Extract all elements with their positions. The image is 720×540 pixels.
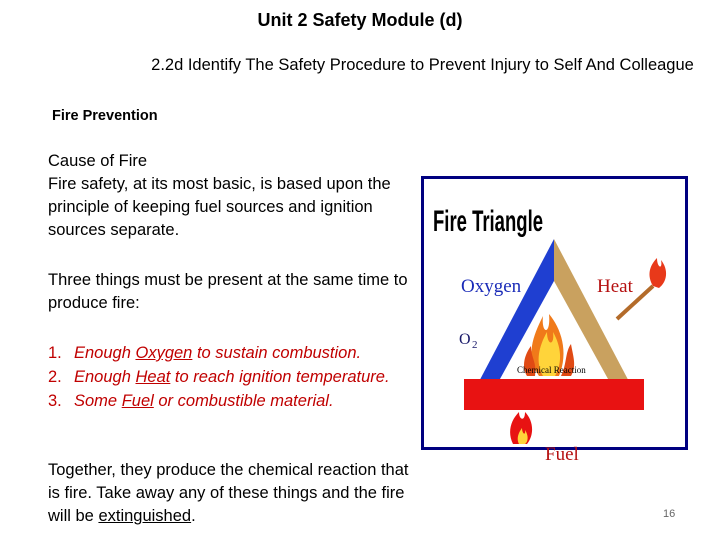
slide-subtitle: 2.2d Identify The Safety Procedure to Prevent Injury to Self And Colleague [151, 56, 694, 74]
keyword-extinguished: extinguished [98, 507, 192, 525]
list-text: Some [74, 392, 122, 410]
slide-title: Unit 2 Safety Module (d) [257, 10, 463, 30]
section-heading: Fire Prevention [52, 108, 158, 124]
cause-body: Fire safety, at its most basic, is based upon the principle of keeping fuel sources and ignition sources separate. [48, 175, 391, 239]
oxygen-label: Oxygen [461, 276, 522, 297]
o2-subscript: 2 [472, 339, 478, 351]
chemical-reaction-label: Chemical Reaction [517, 365, 586, 375]
triangle-fuel-band [464, 379, 644, 410]
fire-triangle-figure [421, 176, 688, 465]
heat-label: Heat [597, 276, 633, 297]
o2-label: O [459, 331, 471, 348]
figure-title: Fire Triangle [433, 205, 543, 238]
keyword-fuel: Fuel [121, 392, 154, 410]
list-item [48, 365, 408, 389]
list-text: Enough [74, 368, 136, 386]
together-text: Together, they produce the chemical reaction that is fire. Take away any of these things and the fire will be [48, 461, 409, 525]
list-number: 3. [48, 392, 62, 410]
keyword-oxygen: Oxygen [135, 344, 193, 362]
list-text: to sustain combustion. [192, 344, 362, 362]
cause-of-fire-block [48, 150, 408, 242]
fire-elements-list [48, 341, 408, 413]
keyword-heat: Heat [135, 368, 171, 386]
list-item [48, 341, 408, 365]
page-number: 16 [663, 508, 676, 520]
list-number: 2. [48, 368, 62, 386]
list-text: Enough [74, 344, 136, 362]
list-text: or combustible material. [153, 392, 334, 410]
cause-heading: Cause of Fire [48, 152, 148, 170]
together-paragraph [48, 459, 418, 528]
fuel-label: Fuel [545, 444, 579, 465]
list-text: to reach ignition temperature. [170, 368, 390, 386]
together-end: . [191, 507, 196, 525]
list-number: 1. [48, 344, 62, 362]
list-item [48, 389, 408, 413]
three-things-text: Three things must be present at the same time to produce fire: [48, 271, 408, 312]
